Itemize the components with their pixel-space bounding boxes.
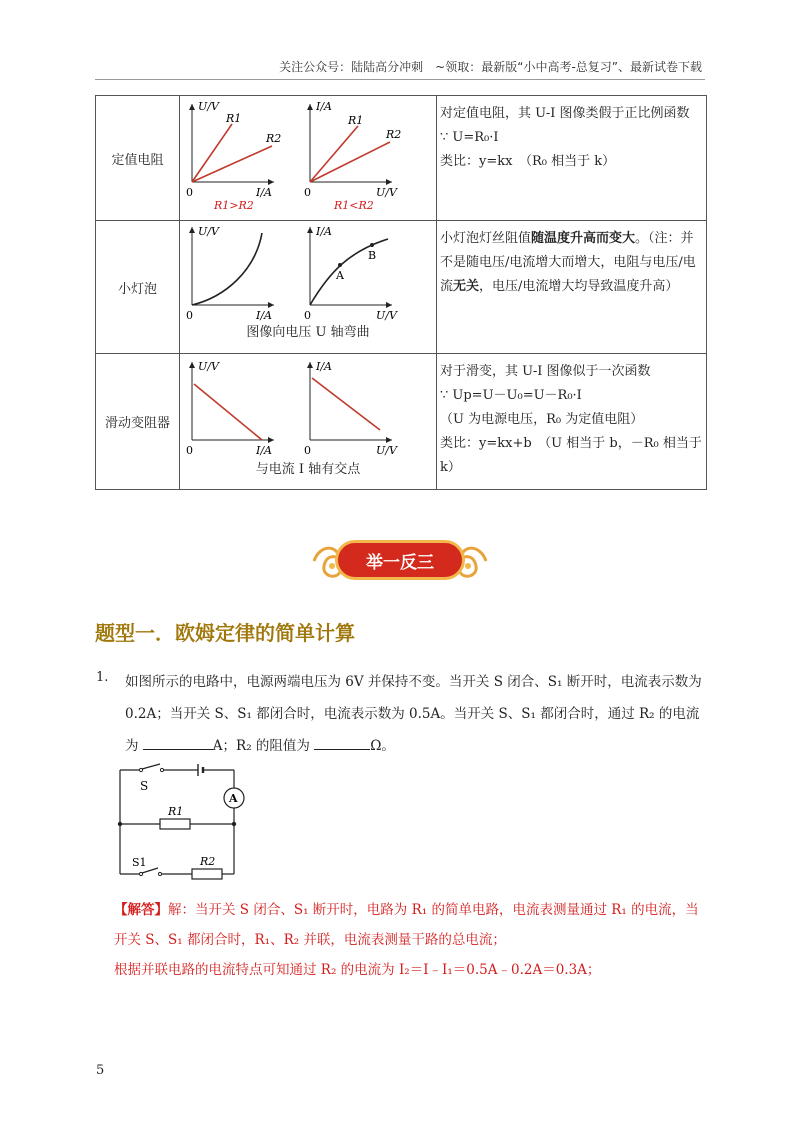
axis-label: I/A (316, 225, 332, 238)
line-label: R1 (348, 114, 364, 127)
point-label: A (336, 269, 344, 282)
desc-emphasis: 无关 (453, 279, 480, 294)
question-text (125, 666, 708, 762)
graph-cell (180, 354, 437, 490)
switch-label: S (140, 779, 149, 793)
badge-label: 举一反三 (335, 540, 465, 580)
graph-cell (180, 221, 437, 354)
axis-label: U/V (198, 360, 219, 373)
answer-line: 根据并联电路的电流特点可知通过 R₂ 的电流为 I₂＝I﹣I₁＝0.5A﹣0.2A＝0.3A； (114, 962, 601, 978)
axis-label: I/A (256, 444, 272, 457)
question-number: 1. (96, 670, 109, 685)
line-label: R2 (266, 132, 282, 145)
graph-right (304, 360, 398, 457)
row-name: 小灯泡 (96, 221, 180, 354)
graph-pair-rheostat (180, 354, 436, 462)
row-description (437, 221, 707, 354)
axis-label: I/A (256, 309, 272, 322)
graph-pair-fixed-resistor (180, 96, 436, 220)
header-divider (95, 79, 705, 80)
answer-block (114, 895, 709, 985)
answer-tag: 【解答】 (114, 902, 168, 918)
row-name: 定值电阻 (96, 96, 180, 221)
axis-label: U/V (198, 100, 219, 113)
resistor-r2 (192, 869, 222, 879)
graph-caption: R1<R2 (334, 199, 374, 212)
rheostat-line (194, 384, 262, 440)
table-row (96, 96, 707, 221)
line-r2 (310, 142, 390, 182)
ammeter-label: A (229, 792, 238, 805)
axis-label: U/V (198, 225, 219, 238)
desc-line: ∵ U=R₀·I (440, 130, 499, 145)
point-label: B (368, 249, 377, 262)
answer-blank[interactable] (143, 735, 213, 750)
desc-line: （U 为电源电压，R₀ 为定值电阻） (440, 412, 644, 427)
page-header: 关注公众号：陆陆高分冲刺 ~领取：最新版“小中高考-总复习”、最新试卷下载 (279, 60, 702, 74)
axis-label: I/A (316, 360, 332, 373)
line-label: R1 (226, 112, 242, 125)
row-description (437, 354, 707, 490)
origin-label: 0 (304, 186, 311, 199)
axis-label: U/V (376, 186, 397, 199)
section-title: 题型一．欧姆定律的简单计算 (95, 621, 355, 645)
origin-label: 0 (304, 444, 311, 457)
axis-label: U/V (376, 444, 397, 457)
axis-label: I/A (256, 186, 272, 199)
table-row (96, 354, 707, 490)
graph-pair-lamp (180, 221, 436, 325)
comparison-table (95, 95, 707, 490)
row-name: 滑动变阻器 (96, 354, 180, 490)
origin-label: 0 (186, 186, 193, 199)
point-a (338, 263, 342, 267)
desc-text: ，电压/电流增大均导致温度升高） (479, 279, 679, 294)
answer-text: 解：当开关 S 闭合、S₁ 断开时，电路为 R₁ 的简单电路，电流表测量通过 R₁ 的电流，当开关 S、S₁ 都闭合时，R₁、R₂ 并联，电流表测量干路的总电流； (114, 902, 699, 948)
switch-s (142, 764, 160, 769)
page-number: 5 (96, 1063, 105, 1078)
graph-caption: 图像向电压 U 轴弯曲 (246, 325, 370, 340)
resistor-label: R1 (168, 805, 184, 818)
switch-label: S1 (132, 856, 147, 869)
desc-text: 。（注：并不是随电压/电流增大而增大，电阻与电压/电流 (440, 231, 696, 294)
curve-line (192, 233, 262, 305)
graph-right (304, 225, 398, 322)
resistor-label: R2 (200, 855, 216, 868)
point-b (370, 243, 374, 247)
table-row (96, 221, 707, 354)
section-badge (310, 536, 490, 586)
axis-label: U/V (376, 309, 397, 322)
line-r1 (310, 126, 358, 182)
graph-left (186, 360, 274, 457)
graph-left (186, 100, 281, 212)
origin-label: 0 (186, 309, 193, 322)
desc-line: 对于滑变，其 U-I 图像似于一次函数 (440, 364, 651, 379)
row-description (437, 96, 707, 221)
line-label: R2 (386, 128, 402, 141)
graph-cell (180, 96, 437, 221)
graph-right (304, 100, 401, 212)
origin-label: 0 (186, 444, 193, 457)
question-text-part: 如图所示的电路中，电源两端电压为 6V 并保持不变。当开关 S 闭合、S₁ 断开时，电流表示数为 0.2A；当开关 S、S₁ 都闭合时，电流表示数为 0.5A。当开关 S、S₁ 都闭合时，通过 R₂ 的电流为 (125, 674, 702, 754)
curve-line (310, 239, 388, 305)
desc-line: 类比：y=kx+b （U 相当于 b，－R₀ 相当于 k） (440, 436, 702, 475)
desc-line: 对定值电阻，其 U-I 图像类假于正比例函数 (440, 106, 690, 121)
answer-blank[interactable] (314, 735, 370, 750)
desc-line: ∵ Up=U－U₀=U－R₀·I (440, 388, 582, 403)
graph-caption: R1>R2 (214, 199, 254, 212)
desc-line: 类比：y=kx （R₀ 相当于 k） (440, 154, 616, 169)
question-text-part: Ω。 (370, 738, 395, 754)
question-text-part: A；R₂ 的阻值为 (212, 738, 315, 754)
desc-emphasis: 随温度升高而变大 (531, 231, 636, 246)
origin-label: 0 (304, 309, 311, 322)
rheostat-line (312, 378, 380, 430)
resistor-r1 (160, 819, 190, 829)
graph-left (186, 225, 274, 322)
circuit-diagram (110, 762, 250, 884)
graph-caption: 与电流 I 轴有交点 (255, 462, 361, 477)
desc-text: 小灯泡灯丝阻值 (440, 231, 532, 246)
answer-line (114, 895, 709, 955)
axis-label: I/A (316, 100, 332, 113)
